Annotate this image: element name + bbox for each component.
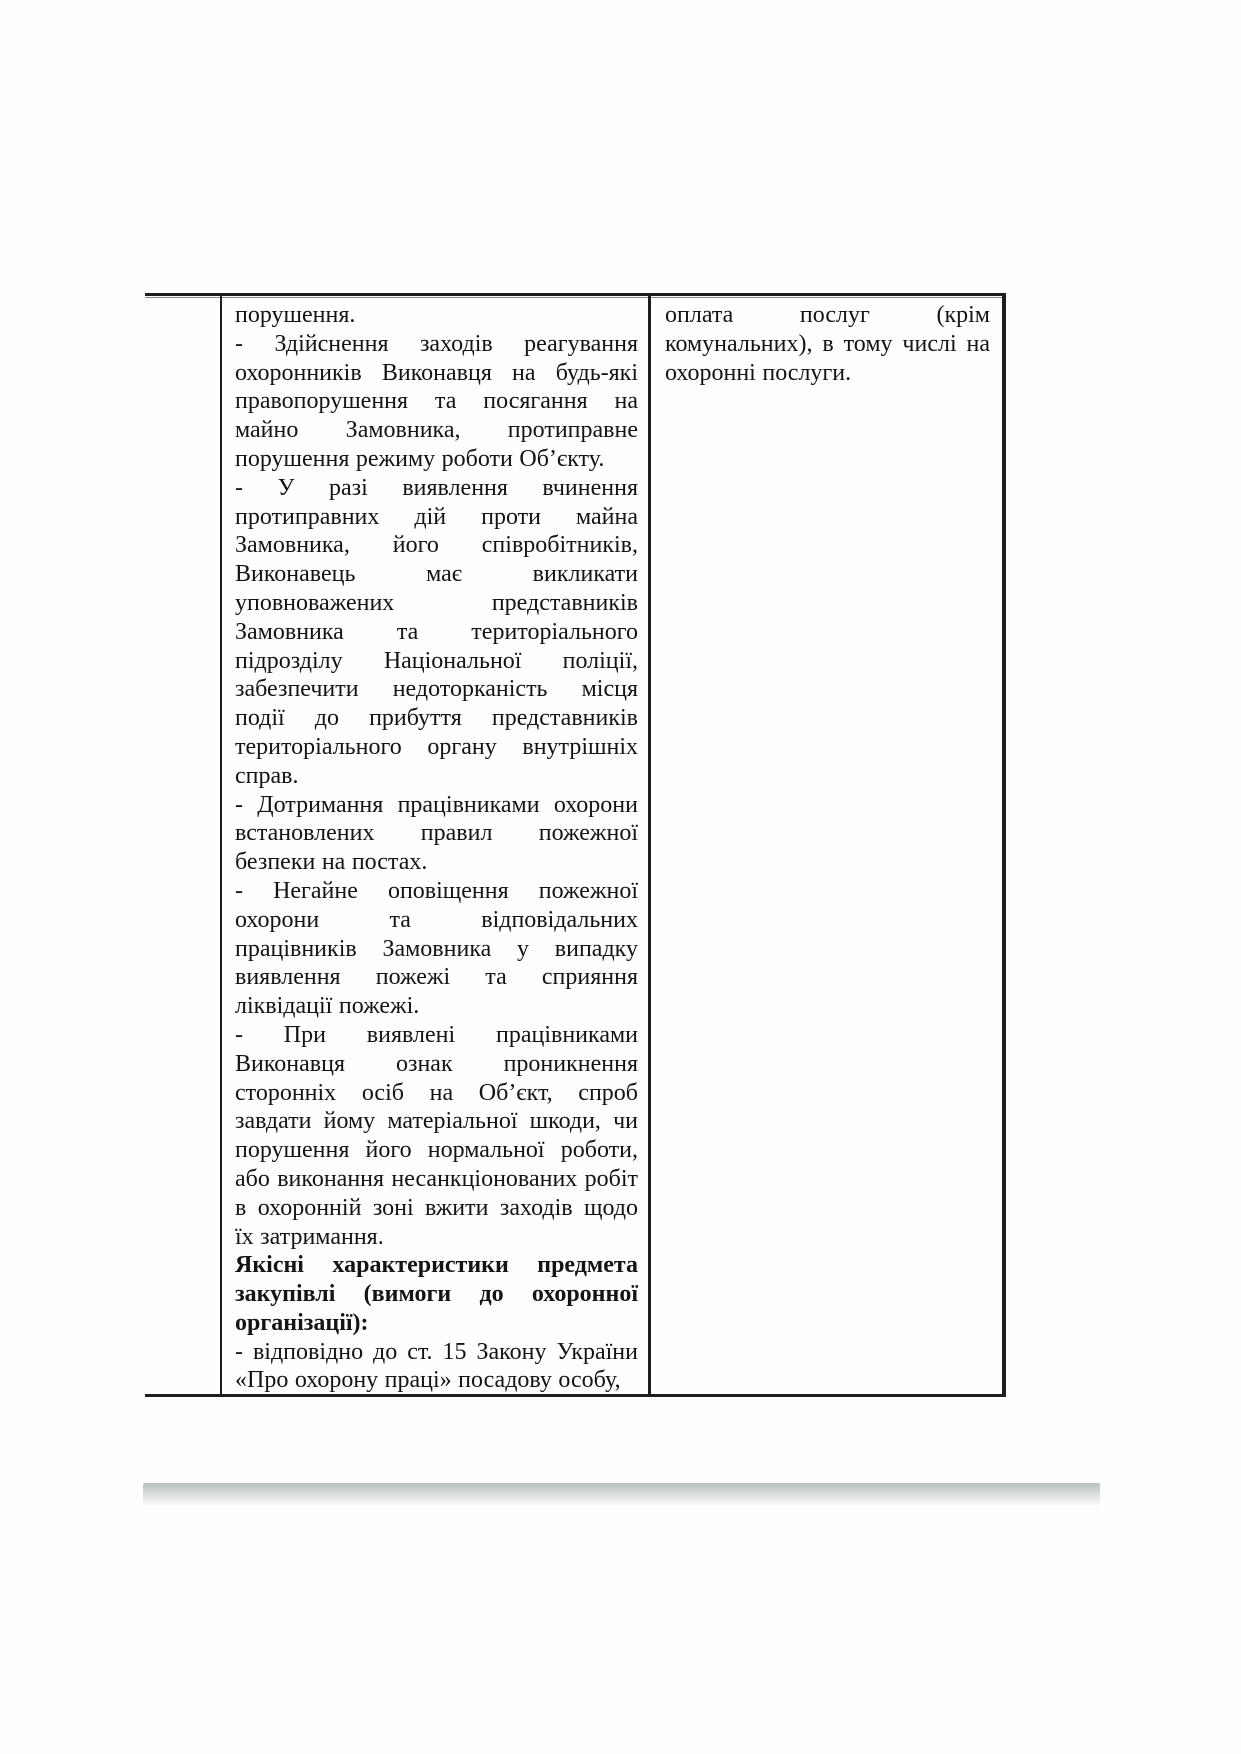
paragraph-continuation: порушення. (235, 302, 356, 328)
table-cell-requirements (220, 296, 648, 1394)
paragraph-fire-notification: - Негайне оповіщення пожежної охорони та відповідальних працівників Замовника у випадку виявлення пожежі та сприяння ліквідації пожежі. (235, 877, 638, 1020)
requirements-table (145, 293, 1006, 1397)
paragraph-fire-safety-rules: - Дотримання працівниками охорони встановлених правил пожежної безпеки на постах. (235, 791, 638, 876)
table-cell-empty (145, 296, 220, 1394)
paragraph-intrusion-detention: - При виявлені працівниками Виконавця ознак проникнення сторонніх осіб на Об’єкт, спроб завдати йому матеріальної шкоди, чи порушення його нормальної роботи, або виконання несанкціонованих робіт в охоронній зоні вжити заходів щодо їх затримання. (235, 1021, 638, 1250)
table-cell-payment (648, 296, 1002, 1394)
scan-artifact-band (143, 1483, 1100, 1507)
paragraph-payment-services: оплата послуг (крім комунальних), в тому числі на охоронні послуги. (665, 302, 990, 386)
paragraph-unlawful-actions: - У разі виявлення вчинення протиправних дій проти майна Замовника, його співробітників, Виконавець має викликати уповноважених представників Замовника та територіального підрозділу Національної поліції, забезпечити недоторканість місця події до прибуття представників територіального органу внутрішніх справ. (235, 474, 638, 789)
paragraph-labor-protection-law: - відповідно до ст. 15 Закону України «Про охорону праці» посадову особу, (235, 1338, 638, 1394)
paragraph-quality-characteristics-heading: Якісні характеристики предмета закупівлі (вимоги до охоронної організації): (235, 1252, 638, 1336)
paragraph-response-measures: - Здійснення заходів реагування охоронників Виконавця на будь-які правопорушення та посягання на майно Замовника, протиправне порушення режиму роботи Об’єкту. (235, 330, 638, 472)
